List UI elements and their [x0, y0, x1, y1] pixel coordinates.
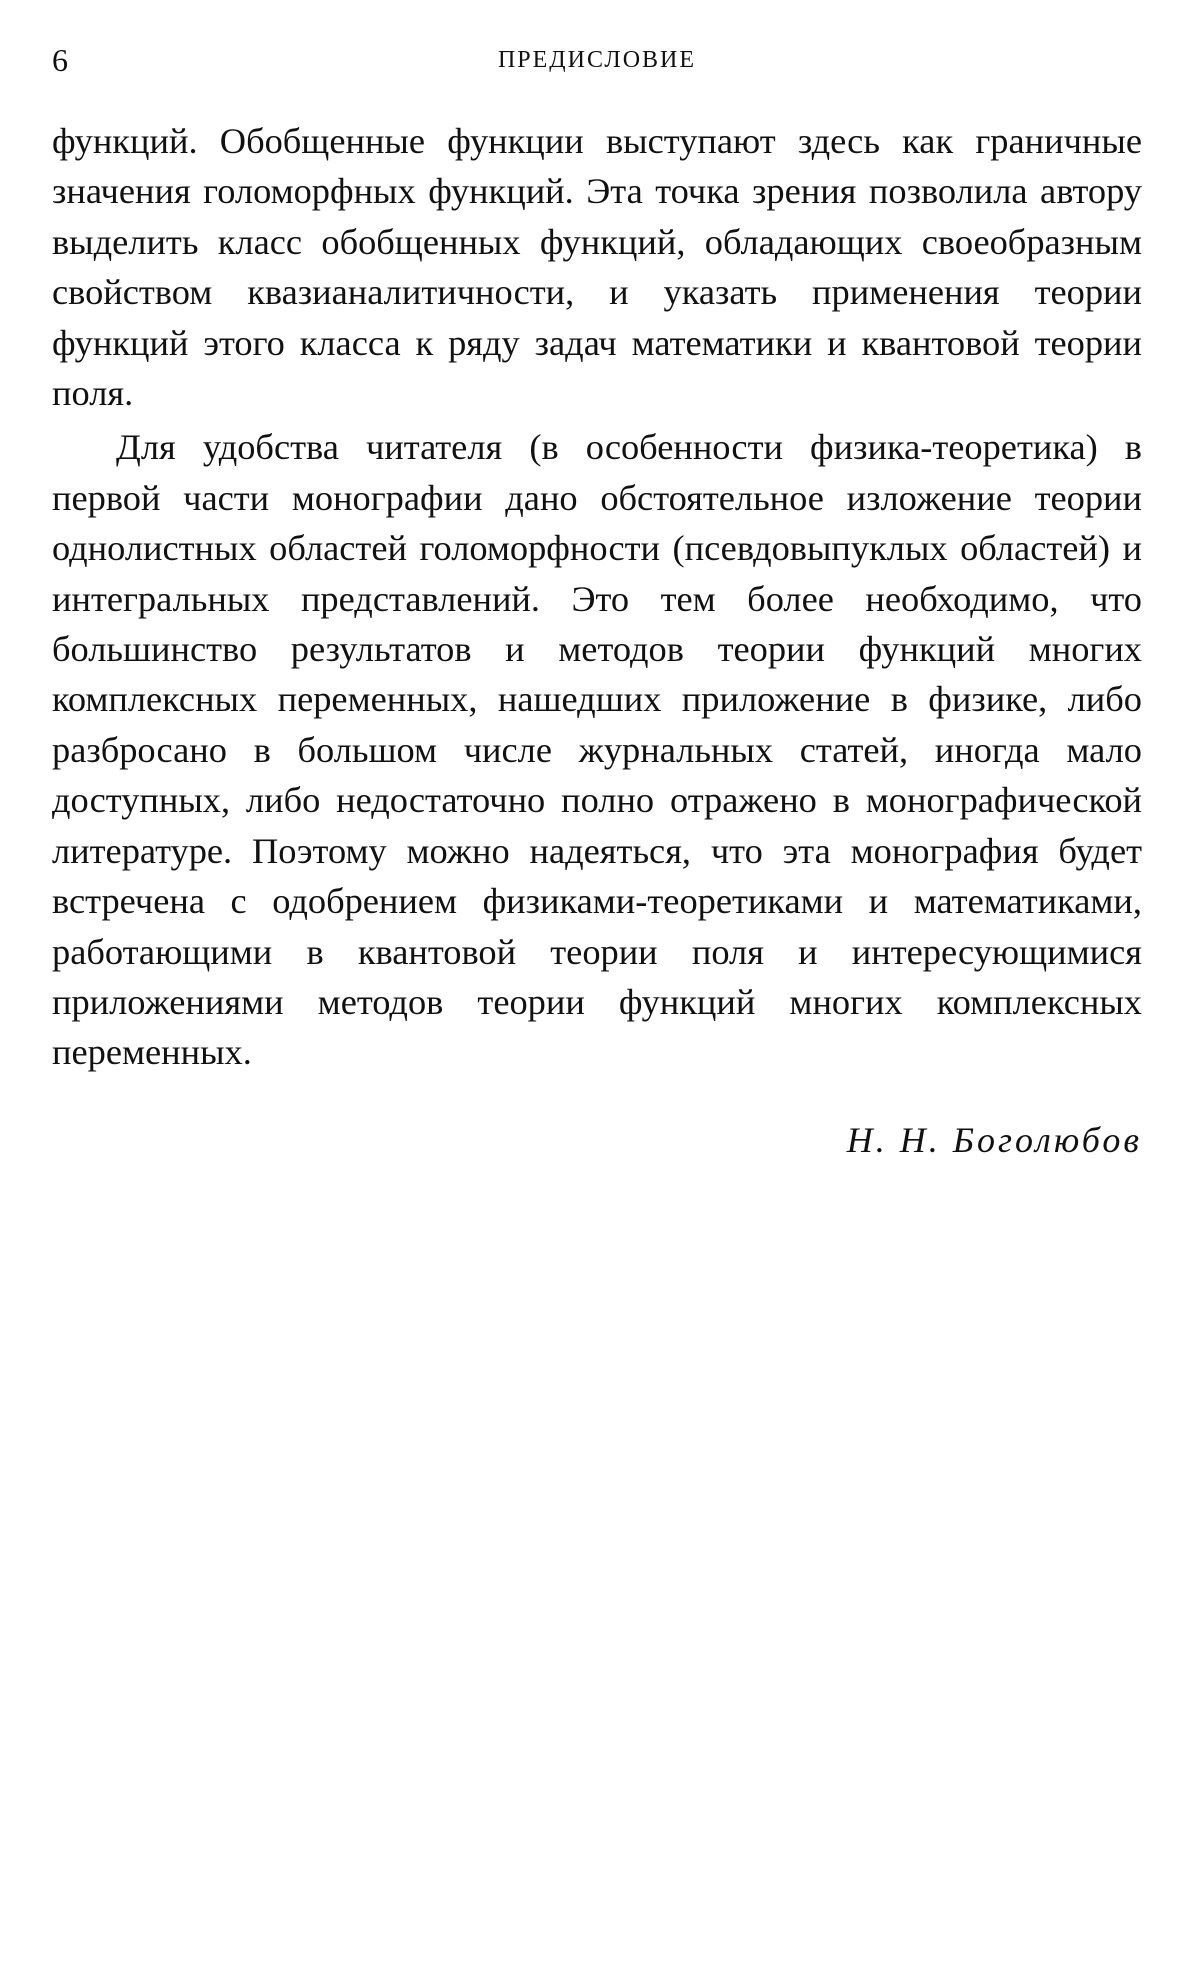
- paragraph-main: Для удобства читателя (в особенности физика-теоретика) в первой части монографии дано обстоятельное изложение теории однолистных областей голоморфности (псевдовыпуклых областей) и интегральных представлений. Это тем более необходимо, что большинство результатов и методов теории функций многих комплексных переменных, нашедших приложение в физике, либо разбросано в большом числе журнальных статей, иногда мало доступных, либо недостаточно полно отражено в монографической литературе. Поэтому можно надеяться, что эта монография будет встречена с одобрением физиками-теоретиками и математиками, работающими в квантовой теории поля и интересующимися приложениями методов теории функций многих комплексных переменных.: [52, 427, 1142, 1073]
- paragraph-continuation: функций. Обобщенные функции выступают здесь как граничные значения голоморфных функций. Эта точка зрения позволила автору выделить класс обобщенных функций, обладающих своеобразным свойством квазианалитичности, и указать применения теории функций этого класса к ряду задач математики и квантовой теории поля.: [52, 121, 1142, 414]
- running-title: ПРЕДИСЛОВИЕ: [497, 47, 697, 73]
- body-text: [52, 116, 1142, 1078]
- page-number: 6: [52, 42, 68, 78]
- author-signature: Н. Н. Боголюбов: [846, 1120, 1142, 1160]
- running-head: [52, 40, 1142, 80]
